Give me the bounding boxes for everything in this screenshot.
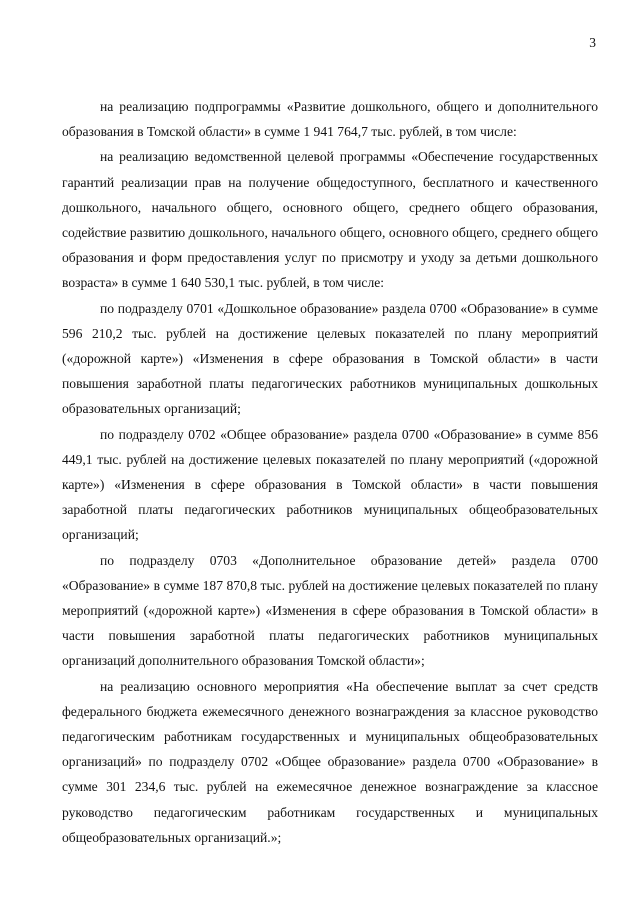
paragraph-departmental-program: на реализацию ведомственной целевой программы «Обеспечение государственных гарантий реализации прав на получение общедоступного, бесплатного и качественного дошкольного, начального общего, основного общего, среднего общего образования, содействие развитию дошкольного, начального общего, основного общего, среднего общего образования и форм предоставления услуг по присмотру и уходу за детьми дошкольного возраста» в сумме 1 640 530,1 тыс. рублей, в том числе:: [62, 149, 598, 291]
document-body: [62, 94, 598, 850]
paragraph-subprogram: на реализацию подпрограммы «Развитие дошкольного, общего и дополнительного образования в Томской области» в сумме 1 941 764,7 тыс. рублей, в том числе:: [62, 99, 598, 140]
paragraph-subsection-0703: по подразделу 0703 «Дополнительное образование детей» раздела 0700 «Образование» в сумме 187 870,8 тыс. рублей на достижение целевых показателей по плану мероприятий («дорожной карте») «Изменения в сфере образования в Томской области» в части повышения заработной платы педагогических работников муниципальных организаций дополнительного образования Томской области»;: [62, 552, 598, 669]
paragraph-main-event: на реализацию основного мероприятия «На обеспечение выплат за счет средств федерального бюджета ежемесячного денежного вознаграждения за классное руководство педагогическим работникам государственных и муниципальных общеобразовательных организаций» по подразделу 0702 «Общее образование» раздела 0700 «Образование» в сумме 301 234,6 тыс. рублей на ежемесячное денежное вознаграждение за классное руководство педагогическим работникам государственных и муниципальных общеобразовательных организаций.»;: [62, 678, 598, 845]
paragraph-subsection-0701: по подразделу 0701 «Дошкольное образование» раздела 0700 «Образование» в сумме 596 210,2 тыс. рублей на достижение целевых показателей по плану мероприятий («дорожной карте») «Изменения в сфере образования в Томской области» в части повышения заработной платы педагогических работников муниципальных дошкольных образовательных организаций;: [62, 300, 598, 417]
page-number: 3: [589, 35, 596, 50]
paragraph-subsection-0702: по подразделу 0702 «Общее образование» раздела 0700 «Образование» в сумме 856 449,1 тыс. рублей на достижение целевых показателей по плану мероприятий («дорожной карте») «Изменения в сфере образования в Томской области» в части повышения заработной платы педагогических работников муниципальных общеобразовательных организаций;: [62, 426, 598, 543]
